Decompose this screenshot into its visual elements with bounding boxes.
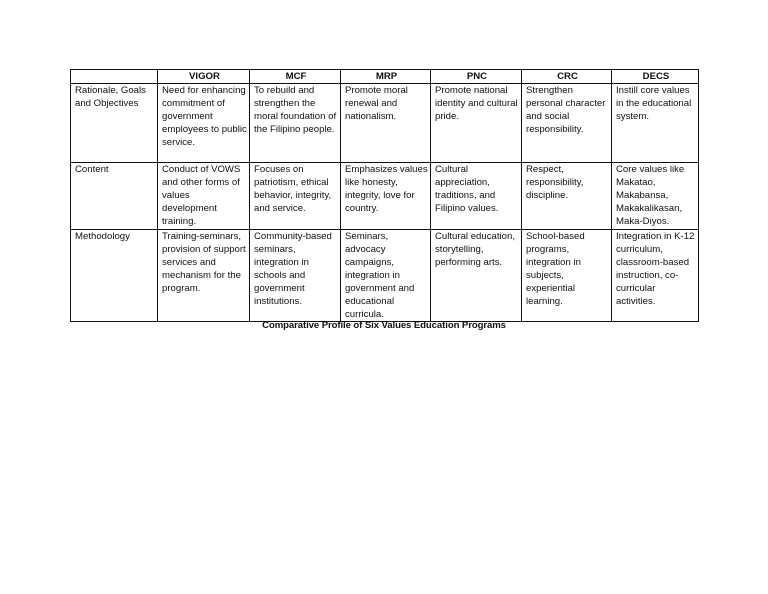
header-cell-blank bbox=[71, 70, 158, 84]
table-cell: Strengthen personal character and social responsibility. bbox=[522, 84, 612, 163]
table-cell: School-based programs, integration in subjects, experiential learning. bbox=[522, 229, 612, 322]
table-cell: Community-based seminars, integration in schools and government institutions. bbox=[250, 229, 341, 322]
table-row bbox=[71, 229, 699, 322]
header-cell-vigor: VIGOR bbox=[158, 70, 250, 84]
table-cell: Cultural appreciation, traditions, and Filipino values. bbox=[431, 163, 522, 229]
row-label-methodology: Methodology bbox=[71, 229, 158, 322]
table-cell: Seminars, advocacy campaigns, integration in government and educational curricula. bbox=[341, 229, 431, 322]
table-cell: Respect, responsibility, discipline. bbox=[522, 163, 612, 229]
row-label-rationale: Rationale, Goals and Objectives bbox=[71, 84, 158, 163]
table-cell: Training-seminars, provision of support services and mechanism for the program. bbox=[158, 229, 250, 322]
table-cell: Instill core values in the educational system. bbox=[612, 84, 699, 163]
table-cell: Emphasizes values like honesty, integrity, love for country. bbox=[341, 163, 431, 229]
header-cell-decs: DECS bbox=[612, 70, 699, 84]
table-cell: To rebuild and strengthen the moral foundation of the Filipino people. bbox=[250, 84, 341, 163]
table-cell: Integration in K-12 curriculum, classroom-based instruction, co-curricular activities. bbox=[612, 229, 699, 322]
header-cell-crc: CRC bbox=[522, 70, 612, 84]
table-cell: Conduct of VOWS and other forms of values development training. bbox=[158, 163, 250, 229]
header-cell-pnc: PNC bbox=[431, 70, 522, 84]
table-row bbox=[71, 84, 699, 163]
table-cell: Promote national identity and cultural pride. bbox=[431, 84, 522, 163]
table-cell: Focuses on patriotism, ethical behavior, integrity, and service. bbox=[250, 163, 341, 229]
table-cell: Core values like Makatao, Makabansa, Makakalikasan, Maka-Diyos. bbox=[612, 163, 699, 229]
header-cell-mrp: MRP bbox=[341, 70, 431, 84]
row-label-content: Content bbox=[71, 163, 158, 229]
table-cell: Cultural education, storytelling, performing arts. bbox=[431, 229, 522, 322]
comparison-table bbox=[70, 69, 699, 322]
table-row bbox=[71, 163, 699, 229]
table-header-row bbox=[71, 70, 699, 84]
table-cell: Promote moral renewal and nationalism. bbox=[341, 84, 431, 163]
table-cell: Need for enhancing commitment of government employees to public service. bbox=[158, 84, 250, 163]
header-cell-mcf: MCF bbox=[250, 70, 341, 84]
table-caption: Comparative Profile of Six Values Education Programs bbox=[262, 320, 506, 331]
